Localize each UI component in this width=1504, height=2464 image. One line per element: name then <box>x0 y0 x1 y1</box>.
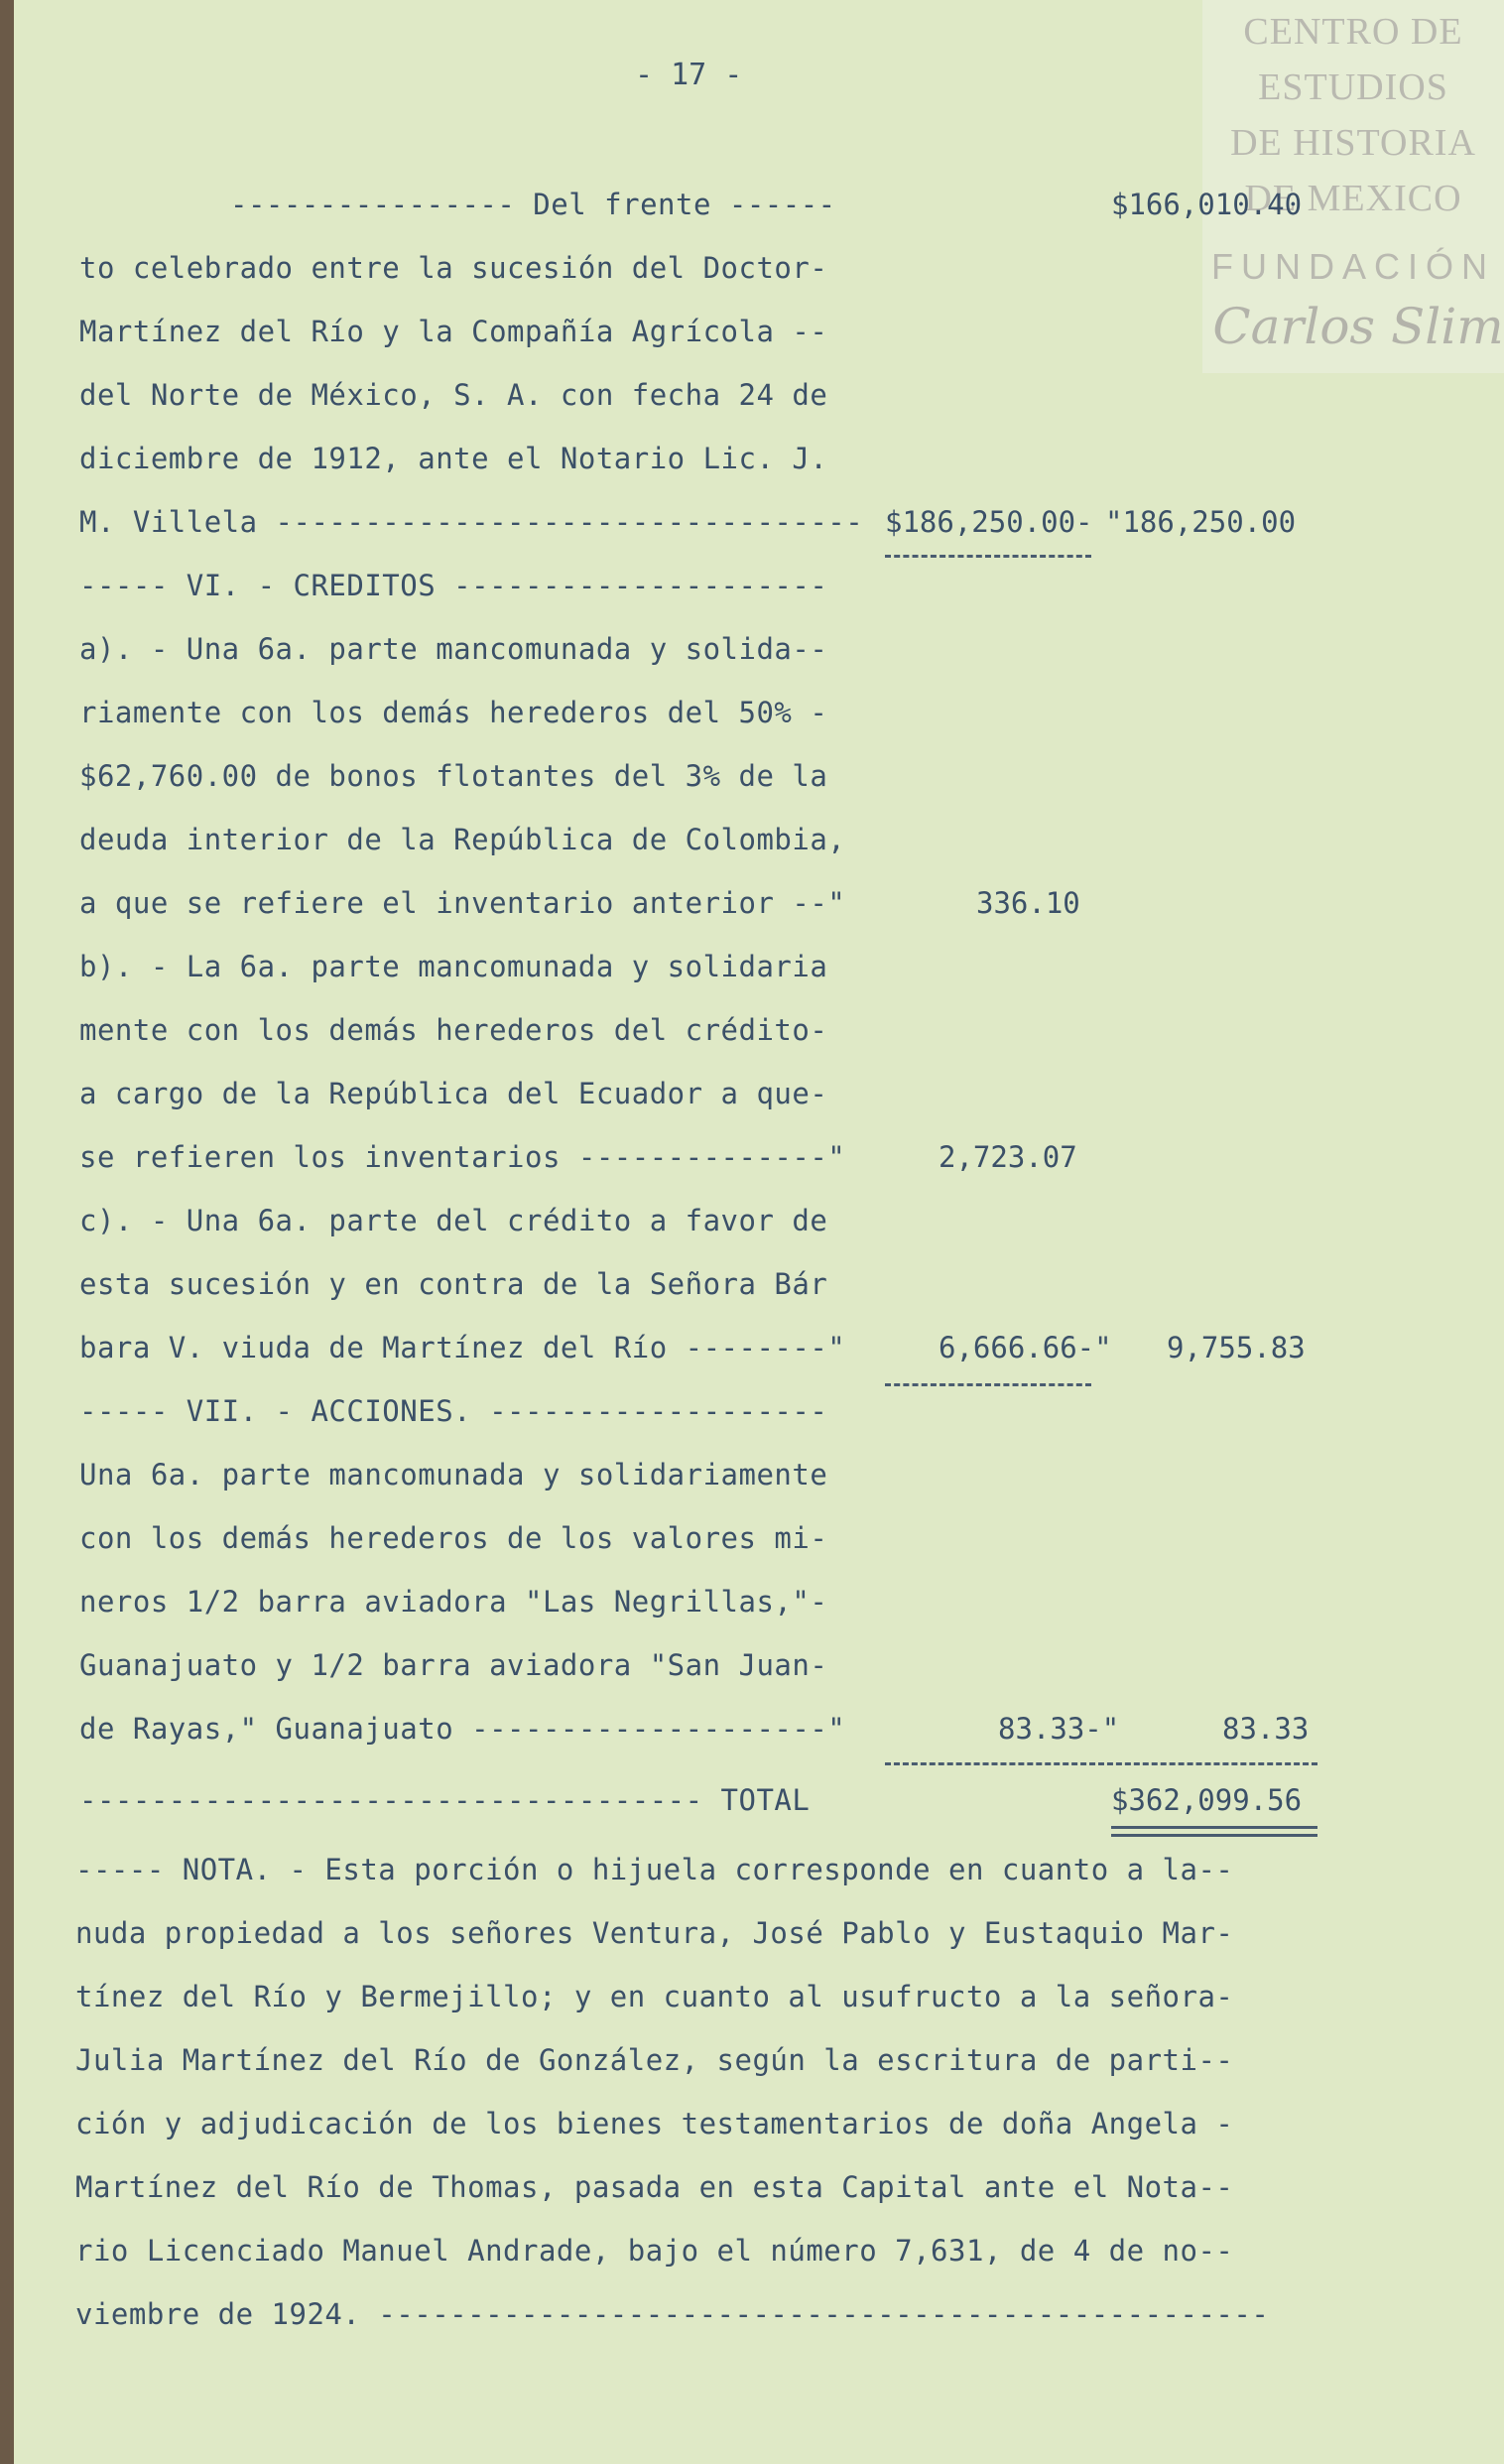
amount-acciones-total: 83.33 <box>1222 1712 1310 1746</box>
body-line: diciembre de 1912, ante el Notario Lic. J. <box>79 442 828 475</box>
body-line: Guanajuato y 1/2 barra aviadora "San Juan- <box>79 1648 828 1682</box>
body-line: $62,760.00 de bonos flotantes del 3% de la <box>79 759 828 793</box>
body-line: Martínez del Río y la Compañía Agrícola -- <box>79 315 828 348</box>
body-line: riamente con los demás herederos del 50% - <box>79 696 828 729</box>
nota-line: ----- NOTA. - Esta porción o hijuela corresponde en cuanto a la-- <box>75 1853 1234 1886</box>
nota-line: Julia Martínez del Río de González, según la escritura de parti-- <box>75 2043 1234 2077</box>
watermark-fundacion: FUNDACIÓN <box>1211 246 1495 287</box>
amount-credito-b: 2,723.07 <box>939 1140 1077 1174</box>
amount-creditos-total: 9,755.83 <box>1167 1331 1306 1364</box>
body-line: Una 6a. parte mancomunada y solidariamente <box>79 1458 828 1491</box>
body-line: to celebrado entre la sucesión del Doctor- <box>79 251 828 285</box>
body-line: esta sucesión y en contra de la Señora Bár <box>79 1267 828 1301</box>
body-line: a que se refiere el inventario anterior --" <box>79 886 846 920</box>
subtotal-rule <box>885 555 1091 558</box>
body-line: con los demás herederos de los valores mi- <box>79 1521 828 1555</box>
body-line: a). - Una 6a. parte mancomunada y solida-- <box>79 632 828 666</box>
watermark-line: DE HISTORIA <box>1230 122 1476 164</box>
body-line: ----- VI. - CREDITOS --------------------- <box>79 569 828 602</box>
body-line: b). - La 6a. parte mancomunada y solidaria <box>79 950 828 983</box>
body-line: neros 1/2 barra aviadora "Las Negrillas,"- <box>79 1585 828 1619</box>
body-line: se refieren los inventarios --------------" <box>79 1140 846 1174</box>
body-line: a cargo de la República del Ecuador a que- <box>79 1077 828 1110</box>
body-line: del Norte de México, S. A. con fecha 24 de <box>79 378 828 412</box>
body-line: ---------------- Del frente ------ <box>230 188 836 221</box>
total-rule <box>1111 1834 1317 1837</box>
nota-line: viembre de 1924. -------------------------------------------------- <box>75 2297 1270 2331</box>
total-rule <box>1111 1826 1317 1829</box>
body-line: deuda interior de la República de Colombia, <box>79 823 846 856</box>
amount-credito-a: 336.10 <box>976 886 1080 920</box>
nota-line: rio Licenciado Manuel Andrade, bajo el número 7,631, de 4 de no-- <box>75 2234 1234 2268</box>
body-line: de Rayas," Guanajuato --------------------" <box>79 1712 846 1746</box>
nota-line: tínez del Río y Bermejillo; y en cuanto al usufructo a la señora- <box>75 1980 1234 2013</box>
watermark-line: ESTUDIOS <box>1258 66 1448 108</box>
body-line: bara V. viuda de Martínez del Río --------" <box>79 1331 846 1364</box>
body-line: ----------------------------------- TOTAL <box>79 1783 811 1817</box>
nota-line: nuda propiedad a los señores Ventura, José Pablo y Eustaquio Mar- <box>75 1916 1234 1950</box>
amount-credito-c: 6,666.66-" <box>939 1331 1112 1364</box>
amount-villela: $186,250.00- <box>885 505 1093 539</box>
watermark-line: CENTRO DE <box>1243 11 1463 53</box>
watermark-line: DE MEXICO <box>1244 178 1462 219</box>
amount-total: $362,099.56 <box>1111 1783 1303 1817</box>
subtotal-rule <box>885 1383 1091 1386</box>
scan-edge <box>0 0 14 2464</box>
amount-frente: $166,010.40 <box>1111 188 1303 221</box>
body-line: mente con los demás herederos del crédito- <box>79 1013 828 1047</box>
nota-line: Martínez del Río de Thomas, pasada en esta Capital ante el Nota-- <box>75 2170 1234 2204</box>
nota-line: ción y adjudicación de los bienes testamentarios de doña Angela - <box>75 2107 1234 2140</box>
sum-rule <box>885 1762 1317 1765</box>
page-number: - 17 - <box>635 58 743 92</box>
body-line: ----- VII. - ACCIONES. ------------------- <box>79 1394 828 1428</box>
amount-acciones: 83.33-" <box>998 1712 1120 1746</box>
amount-villela-total: "186,250.00 <box>1105 505 1297 539</box>
body-line: c). - Una 6a. parte del crédito a favor de <box>79 1204 828 1237</box>
watermark-signature: Carlos Slim <box>1212 298 1504 355</box>
body-line: M. Villela --------------------------------- <box>79 505 864 539</box>
